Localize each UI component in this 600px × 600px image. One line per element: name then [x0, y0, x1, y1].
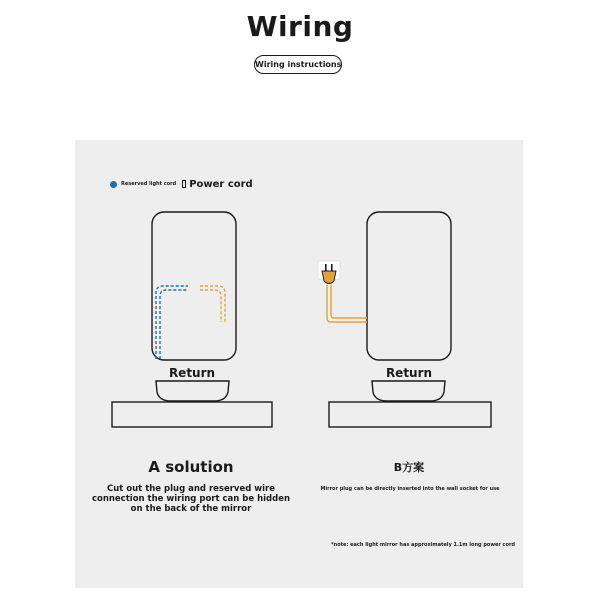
plug-head-b: [322, 271, 336, 284]
plug-prong-right: [331, 264, 333, 271]
stand-b: [372, 381, 445, 401]
solution-b-title: B方案: [393, 461, 425, 474]
solution-b-description: Mirror plug can be directly inserted into the wall socket for use: [320, 486, 500, 492]
footnote: *note: each light mirror has approximately 1.1m long power cord: [331, 542, 515, 548]
base-b: [329, 402, 491, 427]
mirror-a: [152, 212, 236, 360]
legend-power-label: Power cord: [189, 178, 253, 190]
plug-prong-left: [325, 264, 327, 271]
wiring-instructions-button[interactable]: Wiring instructions: [254, 55, 342, 74]
power-cord-b-outer: [327, 285, 367, 322]
power-cord-b-inner: [331, 285, 367, 318]
page-title: Wiring: [246, 10, 354, 43]
base-a: [112, 402, 272, 427]
stand-a: [156, 381, 229, 401]
mirror-b: [367, 212, 451, 360]
solution-a-description: Cut out the plug and reserved wire connection the wiring port can be hidden on the back of the mirror: [91, 484, 291, 514]
solution-a-title: A solution: [148, 458, 234, 476]
legend-reserved-label: Reserved light cord: [121, 181, 177, 187]
return-label-a: Return: [168, 366, 216, 380]
return-label-b: Return: [385, 366, 433, 380]
